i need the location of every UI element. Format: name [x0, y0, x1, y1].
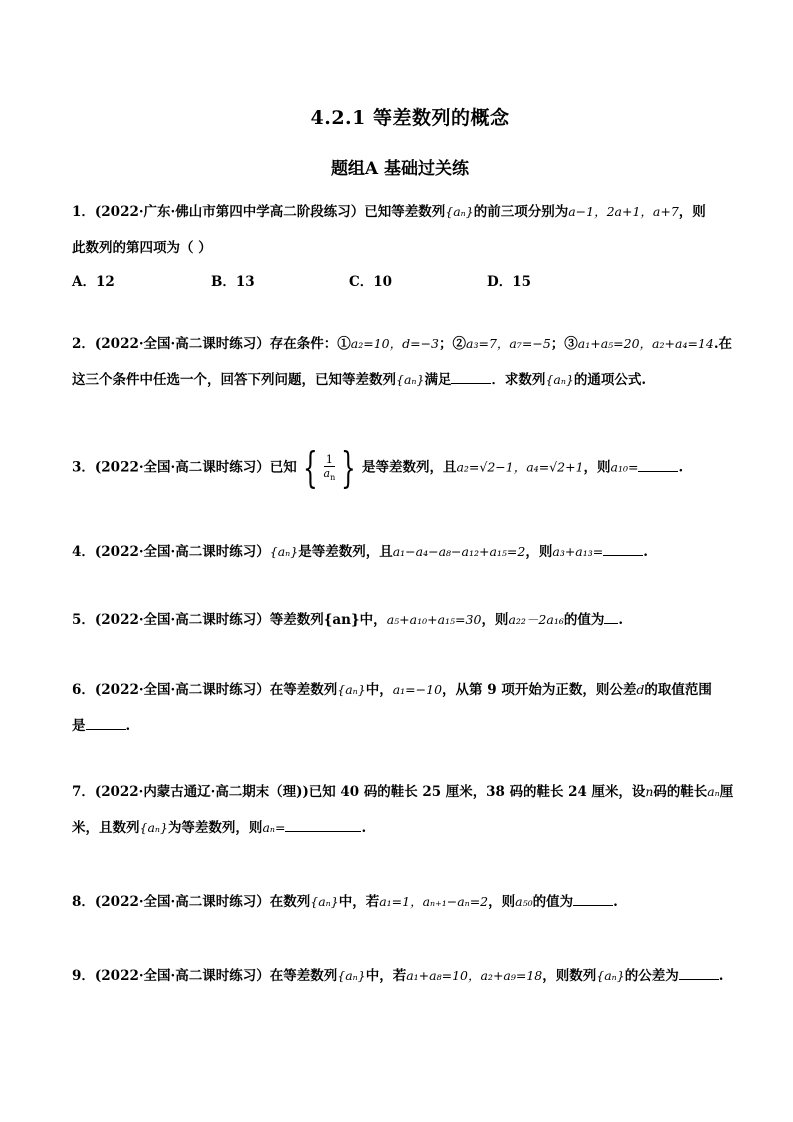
question-5: 5．(2022·全国·高二课时练习）等差数列{an}中，a₅+a₁₀+a₁₅=30，则a₂₂－2a₁₆的值为 . — [72, 612, 624, 628]
question-6-line2: 是 . — [72, 718, 131, 734]
question-8: 8．(2022·全国·高二课时练习）在数列{aₙ}中，若a₁=1，aₙ₊₁−aₙ=2，则a₅₀的值为 . — [72, 894, 618, 910]
answer-blank[interactable] — [451, 370, 491, 384]
question-7: 7．(2022·内蒙古通辽·高二期末（理))已知 40 码的鞋长 25 厘米，38 码的鞋长 24 厘米，设n码的鞋长aₙ厘 — [72, 784, 734, 800]
question-1: 1．(2022·广东·佛山市第四中学高二阶段练习）已知等差数列{aₙ}的前三项分别为a−1，2a+1，a+7，则 — [72, 204, 706, 220]
option-d: D．15 — [487, 274, 531, 290]
question-2: 2．(2022·全国·高二课时练习）存在条件：①a₂=10，d=−3；②a₃=7，a₇=−5；③a₁+a₅=20，a₂+a₄=14.在 — [72, 336, 733, 352]
answer-blank[interactable] — [86, 716, 126, 730]
option-a: A．12 — [72, 274, 115, 290]
answer-blank[interactable] — [573, 892, 613, 906]
answer-blank[interactable] — [679, 966, 719, 980]
q1-terms: a−1，2a+1，a+7 — [568, 204, 679, 219]
sequence-notation: {aₙ} — [445, 204, 474, 219]
question-9: 9．(2022·全国·高二课时练习）在等差数列{aₙ}中，若a₁+a₈=10，a₂+a₉=18，则数列{aₙ}的公差为 . — [72, 968, 724, 984]
answer-blank[interactable] — [285, 818, 361, 832]
question-1-line2: 此数列的第四项为（ ） — [72, 240, 212, 256]
question-6: 6．(2022·全国·高二课时练习）在等差数列{aₙ}中，a₁=−10，从第 9 项开始为正数，则公差d的取值范围 — [72, 682, 712, 698]
answer-blank[interactable] — [603, 542, 643, 556]
question-2-line2: 这三个条件中任选一个，回答下列问题，已知等差数列{aₙ}满足 ．求数列{aₙ}的通项公式. — [72, 372, 647, 388]
reciprocal-sequence: { $\frac{1}{a_n}$ } — [302, 443, 356, 492]
question-3: 3．(2022·全国·高二课时练习）已知 { $\frac{1}{a_n}$ } 是等差数列，且a₂=√2−1，a₄=√2+1，则a₁₀= . — [72, 443, 684, 492]
answer-blank[interactable] — [604, 610, 618, 624]
section-subtitle: 题组A 基础过关练 — [330, 159, 470, 179]
answer-blank[interactable] — [638, 458, 678, 472]
page-title: 4.2.1 等差数列的概念 — [310, 107, 510, 129]
option-b: B．13 — [211, 274, 255, 290]
option-c: C．10 — [349, 274, 393, 290]
question-7-line2: 米，且数列{aₙ}为等差数列，则aₙ= . — [72, 820, 367, 836]
question-4: 4．(2022·全国·高二课时练习）{aₙ}是等差数列，且a₁−a₄−a₈−a₁₂+a₁₅=2，则a₃+a₁₃= . — [72, 544, 648, 560]
